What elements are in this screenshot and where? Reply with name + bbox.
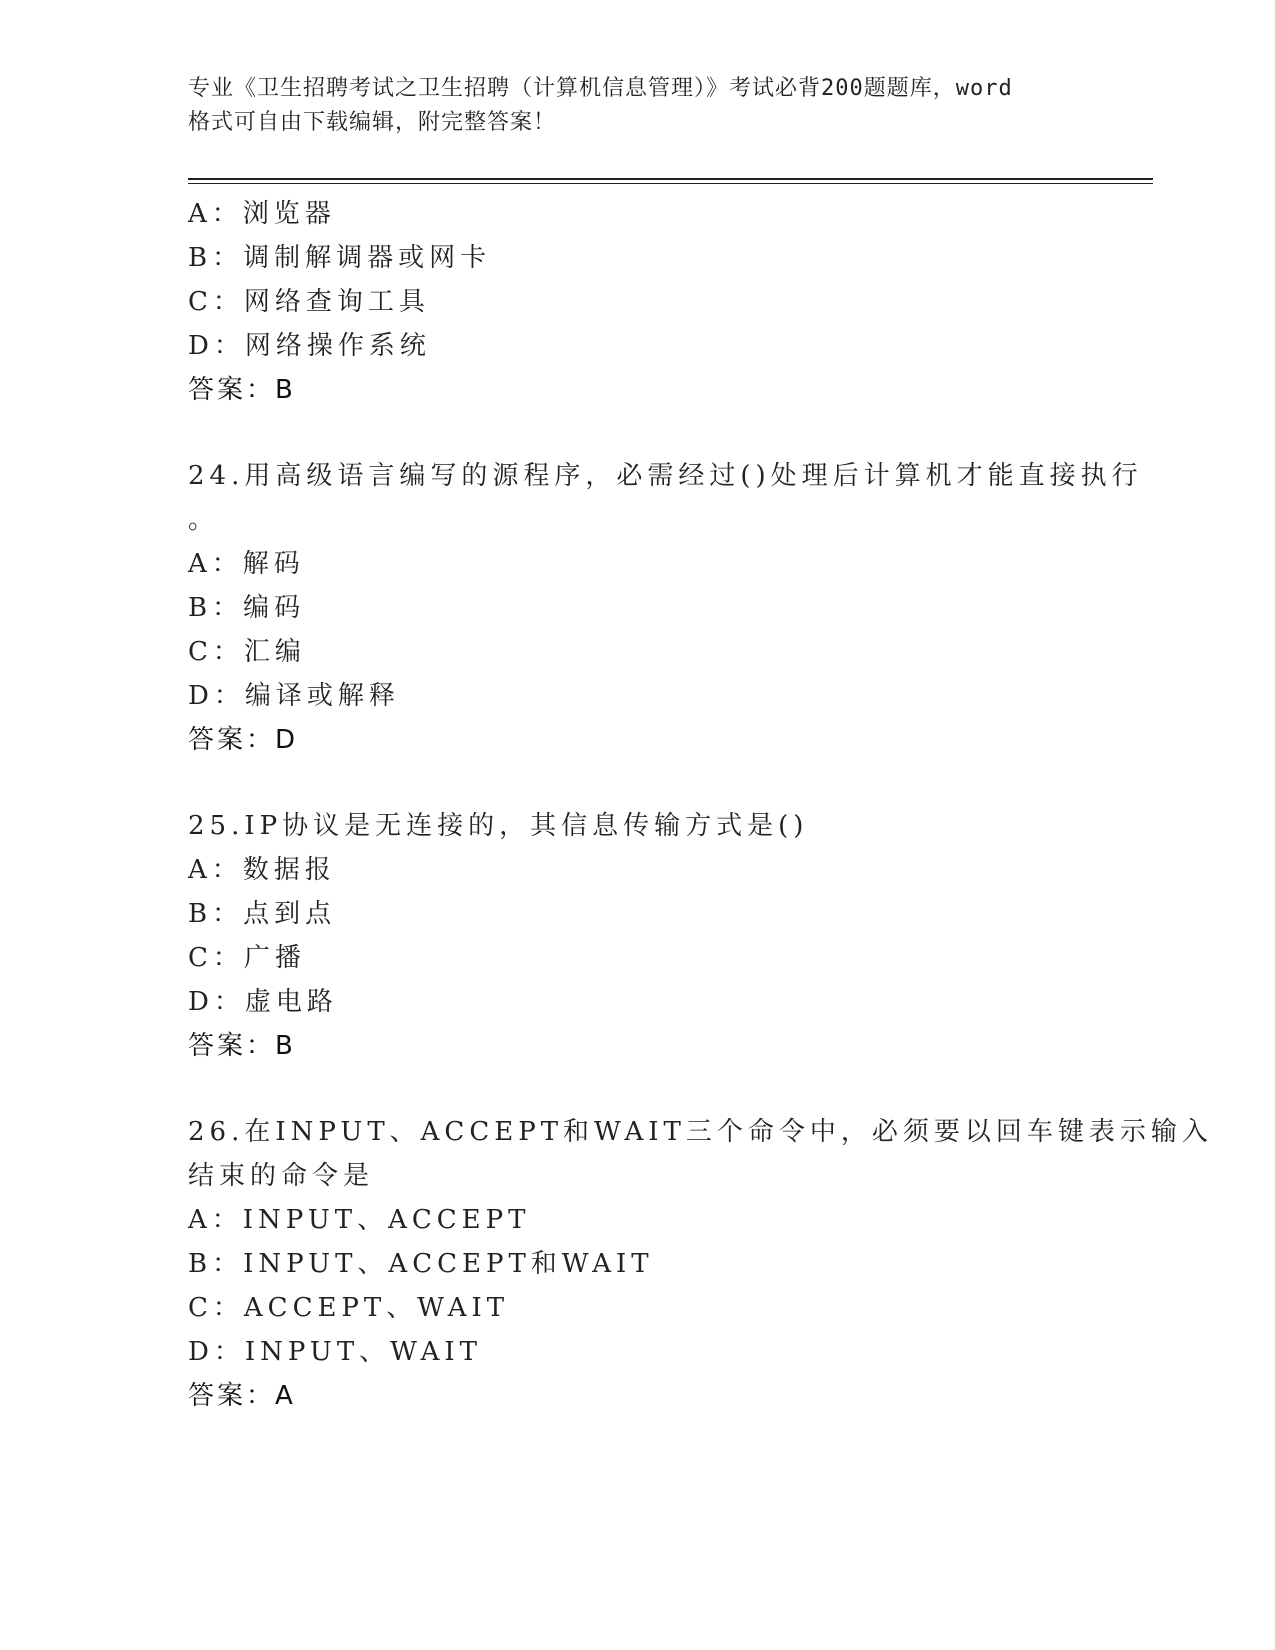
- q24-stem-line-1: 24.用高级语言编写的源程序，必需经过()处理后计算机才能直接执行: [188, 461, 1143, 491]
- q24-option-d: D：编译或解释: [188, 681, 400, 711]
- q26-stem-line-2: 结束的命令是: [188, 1161, 375, 1191]
- q26-option-c: C：ACCEPT、WAIT: [188, 1293, 510, 1323]
- q25-option-d: D：虚电路: [188, 987, 338, 1017]
- q26-option-a: A：INPUT、ACCEPT: [188, 1205, 531, 1235]
- q23-answer: 答案：B: [188, 375, 296, 405]
- header-line-1: 专业《卫生招聘考试之卫生招聘（计算机信息管理）》考试必背200题题库，word: [188, 76, 1013, 101]
- q24-stem-line-2: 。: [188, 505, 220, 535]
- q24-option-a: A：解码: [188, 549, 305, 579]
- q24-answer: 答案：D: [188, 725, 299, 755]
- q25-answer: 答案：B: [188, 1031, 296, 1061]
- header-divider-thick: [188, 178, 1153, 180]
- q23-option-a: A：浏览器: [188, 199, 336, 229]
- q24-option-c: C：汇编: [188, 637, 306, 667]
- header-divider-thin: [188, 183, 1153, 184]
- document-header: [188, 72, 1088, 140]
- q26-option-b: B：INPUT、ACCEPT和WAIT: [188, 1249, 654, 1279]
- q23-option-d: D：网络操作系统: [188, 331, 431, 361]
- q26-answer: 答案：A: [188, 1381, 296, 1411]
- q23-option-c: C：网络查询工具: [188, 287, 430, 317]
- q26-option-d: D：INPUT、WAIT: [188, 1337, 482, 1367]
- q25-stem-line-1: 25.IP协议是无连接的，其信息传输方式是(): [188, 811, 809, 841]
- q25-option-b: B：点到点: [188, 899, 337, 929]
- q26-stem-line-1: 26.在INPUT、ACCEPT和WAIT三个命令中，必须要以回车键表示输入: [188, 1117, 1213, 1147]
- q25-option-c: C：广播: [188, 943, 306, 973]
- header-line-2: 格式可自由下载编辑，附完整答案！: [188, 110, 557, 135]
- q25-option-a: A：数据报: [188, 855, 336, 885]
- q24-option-b: B：编码: [188, 593, 306, 623]
- q23-option-b: B：调制解调器或网卡: [188, 243, 492, 273]
